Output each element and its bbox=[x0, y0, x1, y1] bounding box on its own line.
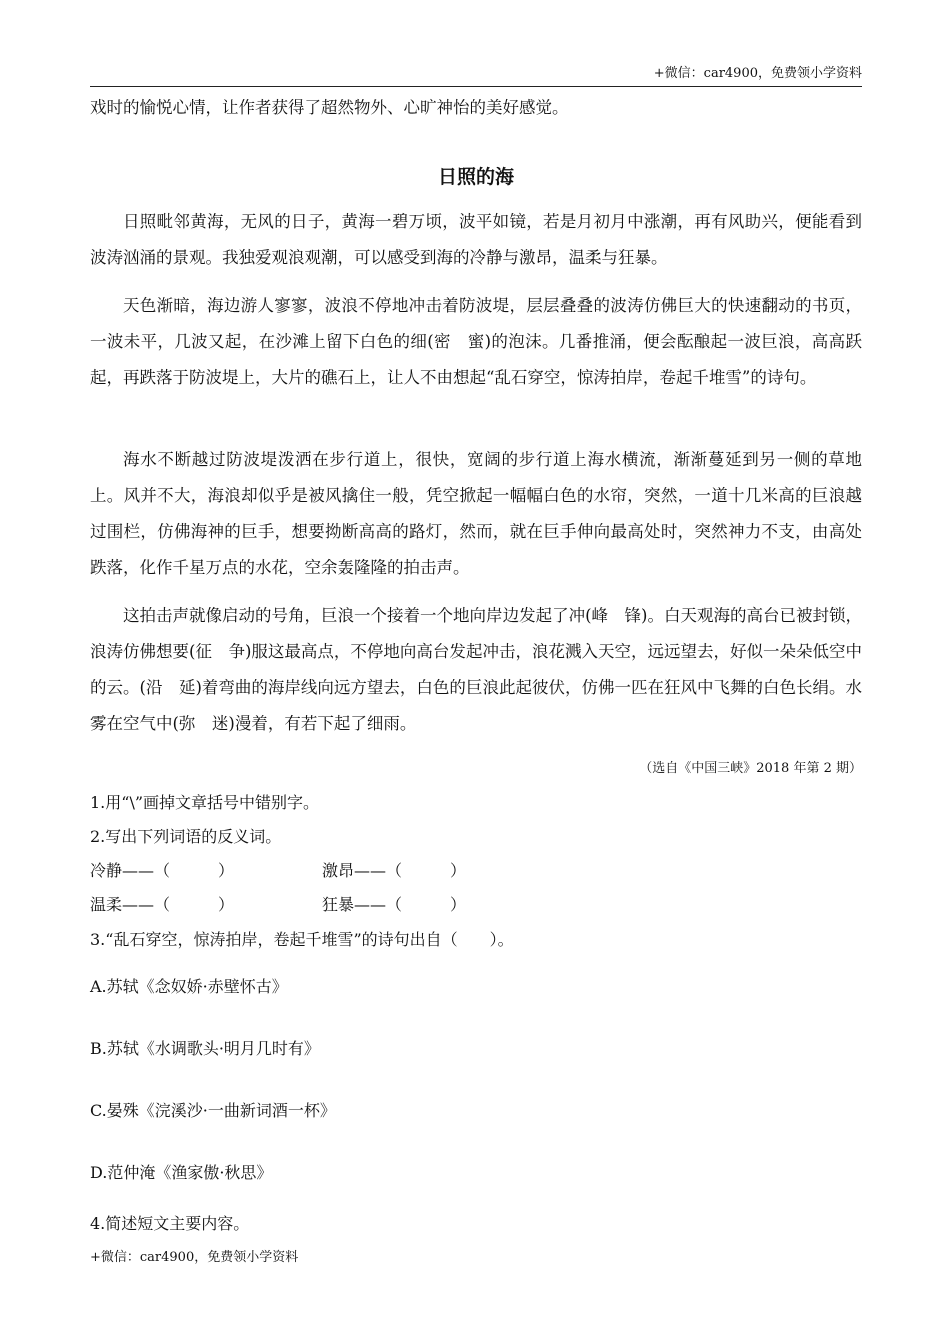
option-b: B.苏轼《水调歌头·明月几时有》 bbox=[90, 1039, 320, 1058]
antonym-item: 激昂——（ ） bbox=[322, 861, 467, 880]
question-2: 2.写出下列词语的反义词。 bbox=[90, 827, 282, 846]
question-4: 4.简述短文主要内容。 bbox=[90, 1214, 250, 1233]
option-c: C.晏殊《浣溪沙·一曲新词酒一杯》 bbox=[90, 1101, 336, 1120]
article-source: （选自《中国三峡》2018 年第 2 期） bbox=[639, 761, 862, 776]
antonym-item: 冷静——（ ） bbox=[90, 861, 235, 880]
intro-tail-text: 戏时的愉悦心情，让作者获得了超然物外、心旷神怡的美好感觉。 bbox=[90, 98, 569, 117]
page-footer: +微信：car4900，免费领小学资料 bbox=[90, 1250, 299, 1265]
article-paragraph-3: 海水不断越过防波堤泼洒在步行道上，很快，宽阔的步行道上海水横流，渐渐蔓延到另一侧的草地上。风并不大，海浪却似乎是被风擒住一般，凭空掀起一幅幅白色的水帘，突然，一道十几米高的巨浪越过围栏，仿佛海神的巨手，想要拗断高高的路灯，然而，就在巨手伸向最高处时，突然神力不支，由高处跌落，化作千星万点的水花，空余轰隆隆的拍击声。 bbox=[90, 450, 862, 577]
option-d: D.范仲淹《渔家傲·秋思》 bbox=[90, 1163, 273, 1182]
article-paragraph-2: 天色渐暗，海边游人寥寥，波浪不停地冲击着防波堤，层层叠叠的波涛仿佛巨大的快速翻动的书页，一波未平，几波又起，在沙滩上留下白色的细(密 蜜)的泡沫。几番推涌，便会酝酿起一波巨浪，高高跃起，再跌落于防波堤上，大片的礁石上，让人不由想起“乱石穿空，惊涛拍岸，卷起千堆雪”的诗句。 bbox=[90, 296, 862, 387]
header-text: +微信：car4900，免费领小学资料 bbox=[653, 66, 862, 81]
antonym-item: 狂暴——（ ） bbox=[322, 895, 467, 914]
question-1: 1.用“\”画掉文章括号中错别字。 bbox=[90, 793, 320, 812]
option-a: A.苏轼《念奴娇·赤壁怀古》 bbox=[90, 977, 288, 996]
article-paragraph-4: 这拍击声就像启动的号角，巨浪一个接着一个地向岸边发起了冲(峰 锋)。白天观海的高台已被封锁，浪涛仿佛想要(征 争)服这最高点，不停地向高台发起冲击，浪花溅入天空，远远望去，好似一朵朵低空中的云。(沿 延)着弯曲的海岸线向远方望去，白色的巨浪此起彼伏，仿佛一匹在狂风中飞舞的白色长绢。水雾在空气中(弥 迷)漫着，有若下起了细雨。 bbox=[90, 606, 862, 733]
antonym-item: 温柔——（ ） bbox=[90, 895, 235, 914]
article-paragraph-1: 日照毗邻黄海，无风的日子，黄海一碧万顷，波平如镜，若是月初月中涨潮，再有风助兴，便能看到波涛汹涌的景观。我独爱观浪观潮，可以感受到海的冷静与激昂，温柔与狂暴。 bbox=[90, 212, 862, 267]
question-3: 3.“乱石穿空，惊涛拍岸，卷起千堆雪”的诗句出自（ ）。 bbox=[90, 930, 514, 949]
page-header bbox=[90, 66, 862, 87]
article-title: 日照的海 bbox=[437, 166, 514, 188]
